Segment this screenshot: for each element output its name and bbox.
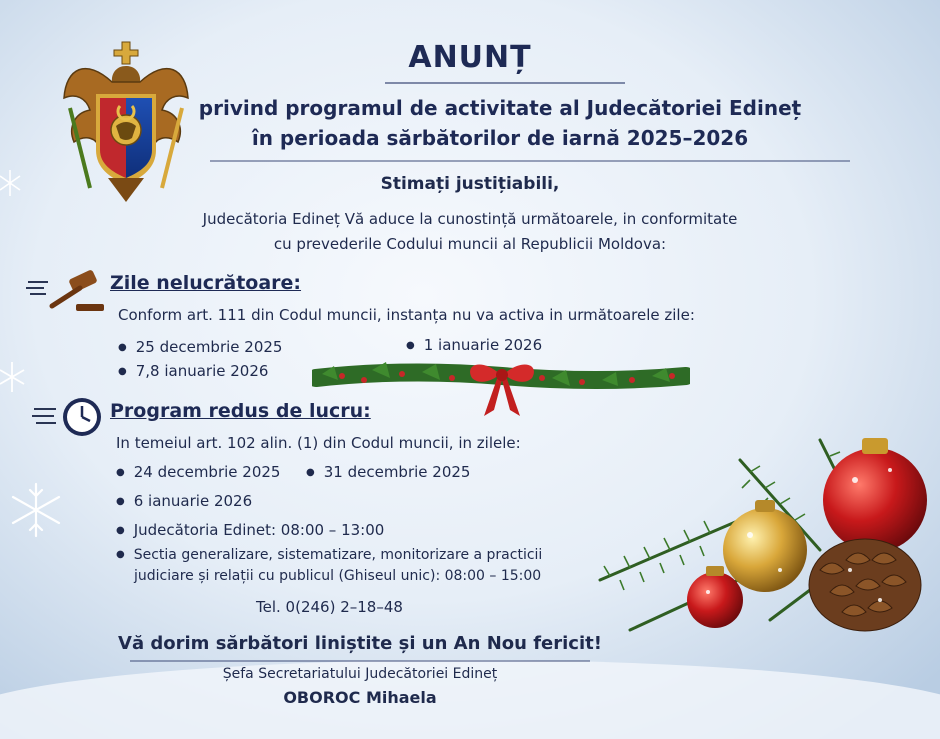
snowflake-icon — [6, 480, 66, 540]
holiday-wish: Vă dorim sărbători liniștite și un An Nou fericit! — [118, 633, 602, 654]
non-working-heading: Zile nelucrătoare: — [110, 272, 302, 294]
signature-role: Șefa Secretariatului Judecătoriei Edineț — [222, 666, 498, 682]
greeting: Stimați justițiabili, — [380, 174, 560, 194]
signature-name: OBOROC Mihaela — [283, 688, 437, 707]
non-working-text: Conform art. 111 din Codul muncii, instanța nu va activa in următoarele zile: — [118, 306, 695, 324]
snowflake-icon — [0, 360, 26, 394]
clock-icon — [32, 395, 106, 439]
section-schedule-line1: ● Sectia generalizare, sistematizare, monitorizare a practicii — [116, 547, 542, 563]
phone-number: Tel. 0(246) 2–18–48 — [256, 598, 403, 616]
section-schedule-line2: judiciare și relații cu publicul (Ghiseul unic): 08:00 – 15:00 — [134, 568, 542, 584]
reduced-heading: Program redus de lucru: — [110, 400, 371, 422]
title-divider — [385, 80, 625, 86]
reduced-day: ● 31 decembrie 2025 — [306, 463, 470, 481]
court-schedule: ● Judecătoria Edinet: 08:00 – 13:00 — [116, 521, 384, 539]
reduced-day: ● 6 ianuarie 2026 — [116, 492, 252, 510]
intro-line2: cu prevederile Codului muncii al Republicii Moldova: — [273, 235, 667, 253]
gavel-icon — [26, 268, 106, 314]
subtitle-line1: privind programul de activitate al Judecătoriei Edineț — [198, 96, 802, 120]
intro-line1: Judecătoria Edineț Vă aduce la cunostință următoarele, in conformitate — [202, 210, 738, 228]
non-working-day: ● 25 decembrie 2025 — [118, 338, 282, 356]
page-title: ANUNȚ — [408, 40, 532, 75]
subtitle-divider — [210, 158, 850, 164]
christmas-ornaments — [590, 400, 940, 660]
snowflake-icon — [0, 168, 22, 198]
non-working-day: ● 7,8 ianuarie 2026 — [118, 362, 268, 380]
reduced-text: In temeiul art. 102 alin. (1) din Codul muncii, in zilele: — [116, 434, 521, 452]
subtitle-line2: în perioada sărbătorilor de iarnă 2025–2026 — [251, 126, 749, 150]
non-working-day: ● 1 ianuarie 2026 — [406, 336, 542, 354]
wish-divider — [130, 658, 590, 664]
reduced-day: ● 24 decembrie 2025 — [116, 463, 280, 481]
